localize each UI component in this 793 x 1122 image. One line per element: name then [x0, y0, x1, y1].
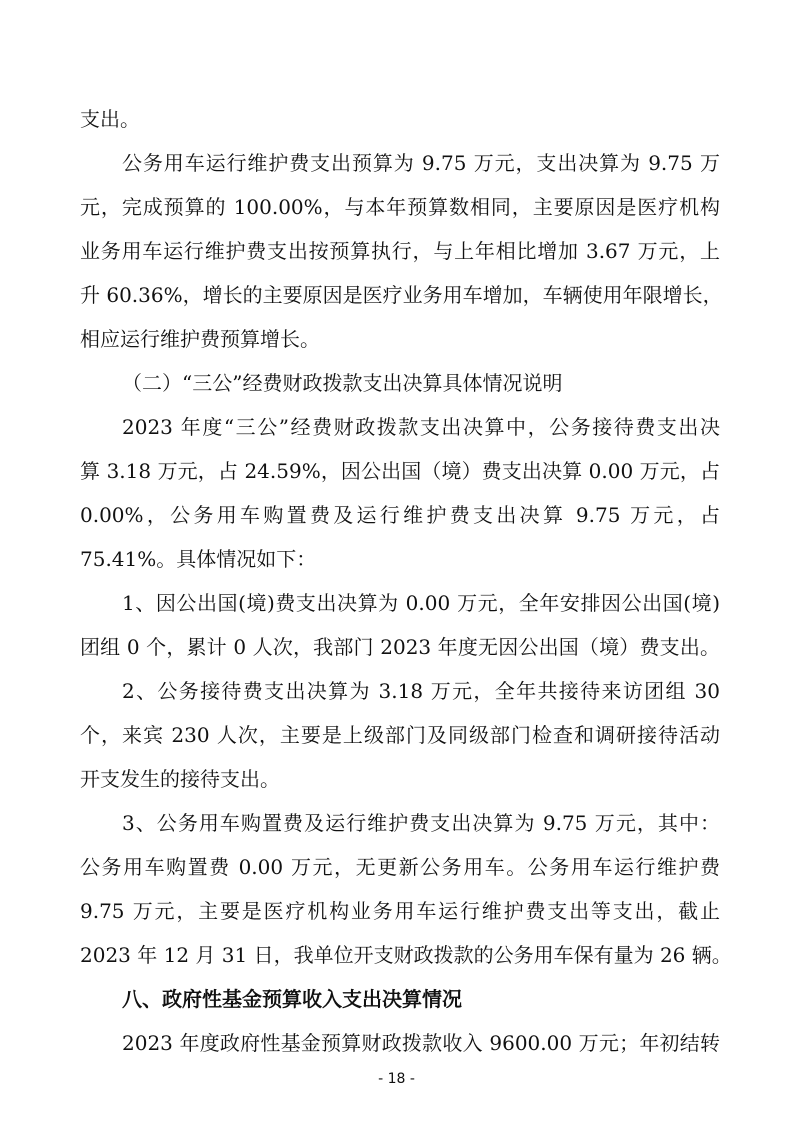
text-line: 2、公务接待费支出决算为 3.18 万元，全年共接待来访团组 30	[122, 679, 720, 703]
text-line: 9.75 万元，主要是医疗机构业务用车运行维护费支出等支出，截止	[80, 899, 720, 923]
text-line: 算 3.18 万元，占 24.59%，因公出国（境）费支出决算 0.00 万元，占	[80, 459, 720, 483]
text-line: 开支发生的接待支出。	[80, 767, 280, 791]
text-line: 2023 年 12 月 31 日，我单位开支财政拨款的公务用车保有量为 26 辆。	[80, 943, 732, 967]
section-heading: 八、政府性基金预算收入支出决算情况	[122, 987, 462, 1011]
text-line: 3、公务用车购置费及运行维护费支出决算为 9.75 万元，其中：	[122, 811, 720, 835]
text-line: 升 60.36%，增长的主要原因是医疗业务用车增加，车辆使用年限增长，	[80, 283, 723, 307]
text-line: 2023 年度政府性基金预算财政拨款收入 9600.00 万元；年初结转	[122, 1031, 720, 1055]
text-line: 75.41%。具体情况如下：	[80, 547, 317, 571]
text-line: 元，完成预算的 100.00%，与本年预算数相同，主要原因是医疗机构	[80, 195, 720, 219]
text-line: 2023 年度“三公”经费财政拨款支出决算中，公务接待费支出决	[122, 415, 720, 439]
text-line: 相应运行维护费预算增长。	[80, 327, 320, 351]
text-line: 个，来宾 230 人次，主要是上级部门及同级部门检查和调研接待活动	[80, 723, 720, 747]
text-line: 1、因公出国(境)费支出决算为 0.00 万元，全年安排因公出国(境)	[122, 591, 720, 615]
text-line: 公务用车运行维护费支出预算为 9.75 万元，支出决算为 9.75 万	[122, 151, 720, 175]
text-line: 公务用车购置费 0.00 万元，无更新公务用车。公务用车运行维护费	[80, 855, 720, 879]
text-line: 团组 0 个，累计 0 人次，我部门 2023 年度无因公出国（境）费支出。	[80, 635, 720, 659]
text-line: 0.00%，公务用车购置费及运行维护费支出决算 9.75 万元，占	[80, 503, 720, 527]
text-line: 业务用车运行维护费支出按预算执行，与上年相比增加 3.67 万元，上	[80, 239, 720, 263]
text-line: 支出。	[80, 107, 140, 131]
page-number: - 18 -	[378, 1071, 415, 1087]
section-subheading: （二）“三公”经费财政拨款支出决算具体情况说明	[122, 371, 563, 395]
